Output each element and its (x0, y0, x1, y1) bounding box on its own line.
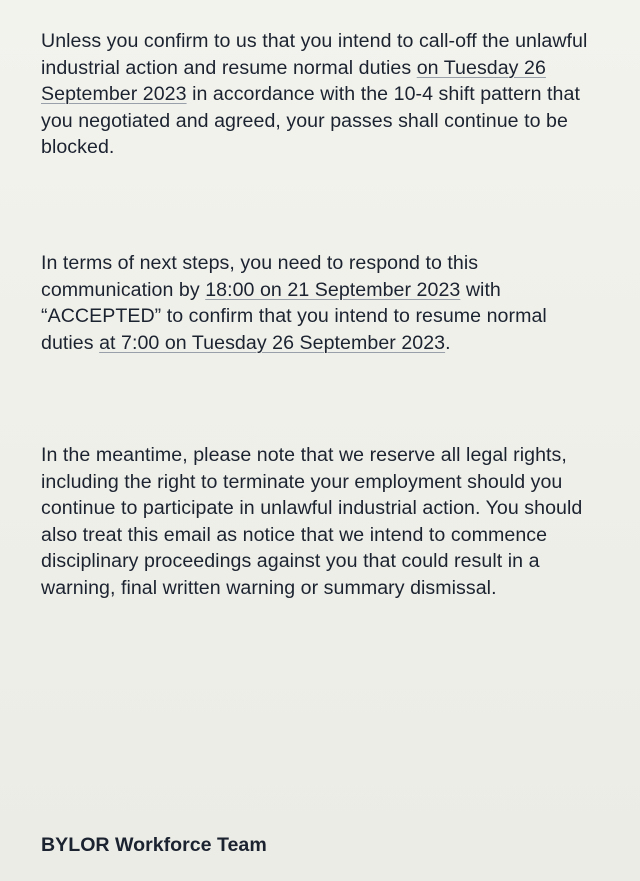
paragraph-text: . (445, 331, 451, 354)
signature: BYLOR Workforce Team (41, 834, 267, 856)
date-link-resume-time[interactable]: at 7:00 on Tuesday 26 September 2023 (99, 331, 446, 354)
paragraph-next-steps (41, 250, 601, 356)
paragraph-text: In terms of next steps, you need to respond to this communication by (41, 252, 479, 301)
date-link-deadline[interactable]: 18:00 on 21 September 2023 (205, 278, 461, 301)
paragraph-call-off-warning (41, 28, 601, 161)
paragraph-text: in accordance with the 10-4 shift pattern that you negotiated and agreed, your passes shall continue to be blocked. (41, 83, 580, 158)
paragraph-text: with “ACCEPTED” to confirm that you intend to resume normal duties (41, 278, 547, 354)
paragraph-text: Unless you confirm to us that you intend to call-off the unlawful industrial action and resume normal duties (41, 30, 588, 79)
date-link-resume[interactable]: on Tuesday 26 September 2023 (41, 56, 546, 105)
paragraph-legal-rights: In the meantime, please note that we reserve all legal rights, including the right to terminate your employment should you continue to participate in unlawful industrial action. You should also treat this email as notice that we intend to commence disciplinary proceedings against you that could result in a warning, final written warning or summary dismissal. (41, 444, 583, 599)
